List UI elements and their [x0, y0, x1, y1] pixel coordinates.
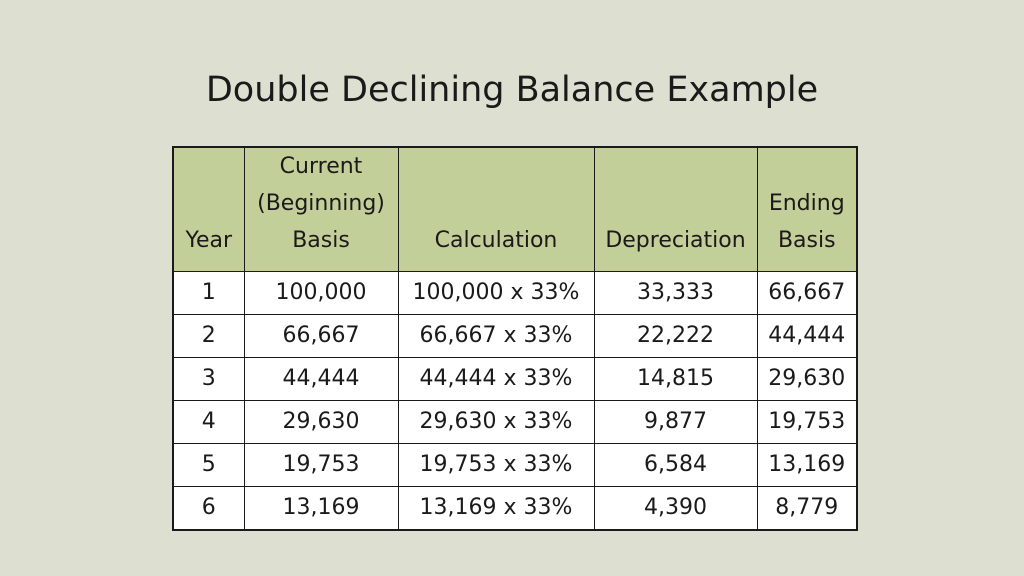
cell-calculation: 66,667 x 33%	[398, 315, 594, 358]
cell-depreciation: 14,815	[594, 358, 757, 401]
header-line: Basis	[777, 228, 836, 253]
table-header-row	[173, 147, 857, 272]
table-row	[173, 401, 857, 444]
cell-ending-basis: 13,169	[757, 444, 857, 487]
cell-ending-basis: 29,630	[757, 358, 857, 401]
cell-year: 1	[173, 272, 244, 315]
cell-calculation: 100,000 x 33%	[398, 272, 594, 315]
table-row	[173, 272, 857, 315]
table-row	[173, 444, 857, 487]
header-line: (Beginning)	[257, 191, 385, 216]
cell-calculation: 29,630 x 33%	[398, 401, 594, 444]
header-calculation	[398, 147, 594, 272]
cell-ending-basis: 8,779	[757, 487, 857, 531]
header-line: Current	[279, 154, 363, 179]
cell-calculation: 13,169 x 33%	[398, 487, 594, 531]
cell-calculation: 44,444 x 33%	[398, 358, 594, 401]
header-line: Year	[185, 228, 233, 253]
table-row	[173, 315, 857, 358]
cell-calculation: 19,753 x 33%	[398, 444, 594, 487]
cell-depreciation: 22,222	[594, 315, 757, 358]
cell-depreciation: 9,877	[594, 401, 757, 444]
header-depreciation	[594, 147, 757, 272]
cell-depreciation: 6,584	[594, 444, 757, 487]
depreciation-table	[172, 146, 858, 531]
cell-current-basis: 19,753	[244, 444, 398, 487]
cell-year: 5	[173, 444, 244, 487]
cell-ending-basis: 19,753	[757, 401, 857, 444]
header-line: Depreciation	[605, 228, 746, 253]
cell-current-basis: 13,169	[244, 487, 398, 531]
cell-year: 6	[173, 487, 244, 531]
header-line: Basis	[292, 228, 350, 253]
cell-current-basis: 44,444	[244, 358, 398, 401]
cell-depreciation: 33,333	[594, 272, 757, 315]
table-row	[173, 487, 857, 531]
table-row	[173, 358, 857, 401]
cell-year: 3	[173, 358, 244, 401]
depreciation-table-container	[172, 146, 858, 531]
slide-title: Double Declining Balance Example	[205, 70, 819, 110]
header-line: Calculation	[434, 228, 558, 253]
cell-ending-basis: 66,667	[757, 272, 857, 315]
cell-current-basis: 66,667	[244, 315, 398, 358]
cell-current-basis: 29,630	[244, 401, 398, 444]
header-line: Ending	[768, 191, 845, 216]
cell-year: 2	[173, 315, 244, 358]
header-current-basis	[244, 147, 398, 272]
cell-year: 4	[173, 401, 244, 444]
cell-current-basis: 100,000	[244, 272, 398, 315]
cell-ending-basis: 44,444	[757, 315, 857, 358]
header-ending-basis	[757, 147, 857, 272]
cell-depreciation: 4,390	[594, 487, 757, 531]
header-year	[173, 147, 244, 272]
